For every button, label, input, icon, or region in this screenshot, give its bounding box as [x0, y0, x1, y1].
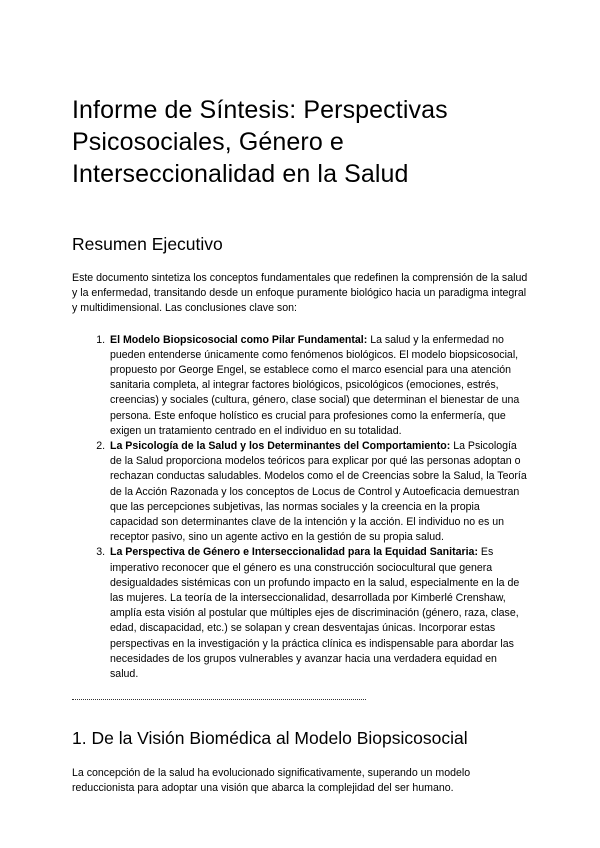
summary-heading: Resumen Ejecutivo — [72, 234, 223, 254]
list-item-text: Es imperativo reconocer que el género es una construcción sociocultural que genera desigualdades sistémicas con un profundo impacto en la salud, especialmente en la de las mujeres. La teoría de la interseccionalidad, desarrollada por Kimberlé Crenshaw, amplía esta visión al postular que múltiples ejes de discriminación (género, raza, clase, edad, discapacidad, etc.) se solapan y crean desventajas únicas. Incorporar estas perspectivas en la investigación y la práctica clínica es indispensable para abordar las necesidades de los grupos vulnerables y avanzar hacia una verdadera equidad en salud. — [110, 546, 520, 681]
list-item-title: La Perspectiva de Género e Interseccionalidad para la Equidad Sanitaria: — [110, 546, 478, 559]
list-item-title: La Psicología de la Salud y los Determinantes del Comportamiento: — [110, 440, 451, 453]
list-item — [108, 333, 528, 439]
document-title: Informe de Síntesis: Perspectivas Psicosociales, Género e Interseccionalidad en la Salud — [72, 96, 448, 188]
list-item-title: El Modelo Biopsicosocial como Pilar Fundamental: — [110, 333, 368, 346]
document-content — [72, 94, 528, 797]
intro-paragraph: Este documento sintetiza los conceptos fundamentales que redefinen la comprensión de la salud y la enfermedad, transitando desde un enfoque puramente biológico hacia un paradigma integral y multidimensional. Las conclusiones clave son: — [72, 272, 528, 315]
section-paragraph: La concepción de la salud ha evolucionado significativamente, superando un modelo reduccionista para adoptar una visión que abarca la complejidad del ser humano. — [72, 767, 471, 795]
list-item-text: La salud y la enfermedad no pueden entenderse únicamente como fenómenos biológicos. El modelo biopsicosocial, propuesto por George Engel, se establece como el marco esencial para una atención sanitaria completa, al integrar factores biológicos, psicológicos (emociones, estrés, creencias) y sociales (cultura, género, clase social) que determinan el bienestar de una persona. Este enfoque holístico es crucial para profesiones como la enfermería, que exigen un tratamiento centrado en el individuo en su totalidad. — [110, 333, 520, 437]
list-item — [108, 545, 528, 682]
key-points-list — [72, 333, 528, 683]
list-item — [108, 439, 528, 545]
horizontal-divider — [72, 699, 366, 700]
section-heading: 1. De la Visión Biomédica al Modelo Biopsicosocial — [72, 728, 468, 749]
list-item-text: La Psicología de la Salud proporciona modelos teóricos para explicar por qué las personas adoptan o rechazan conductas saludables. Modelos como el de Creencias sobre la Salud, la Teoría de la Acción Razonada y los conceptos de Locus de Control y Autoeficacia demuestran que las percepciones subjetivas, las normas sociales y la creencia en la propia capacidad son determinantes clave de la intención y la acción. El individuo no es un receptor pasivo, sino un agente activo en la gestión de su propia salud. — [110, 440, 527, 544]
